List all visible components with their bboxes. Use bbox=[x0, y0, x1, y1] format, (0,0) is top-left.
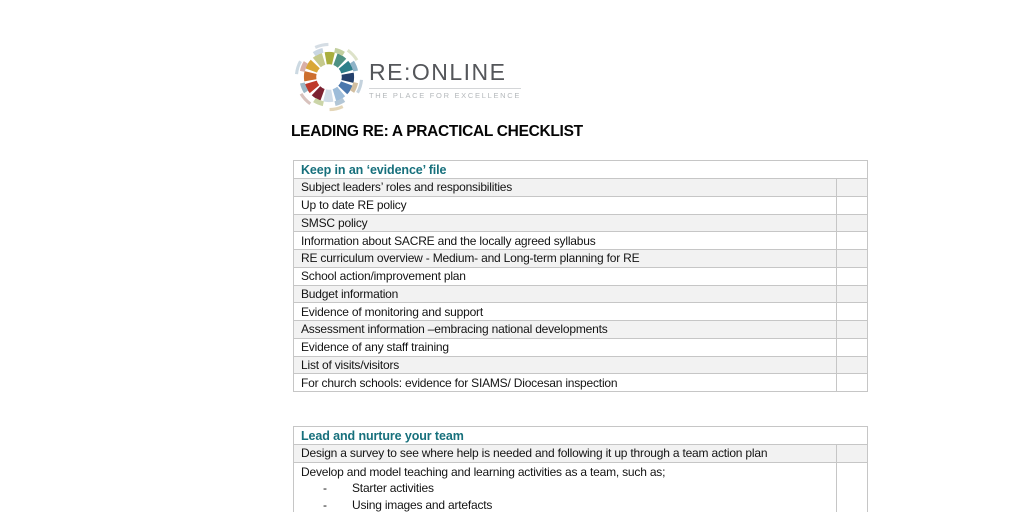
check-cell bbox=[836, 445, 867, 462]
logo-segment bbox=[344, 65, 348, 72]
logo-tagline: THE PLACE FOR EXCELLENCE bbox=[369, 88, 521, 100]
task-text: School action/improvement plan bbox=[301, 269, 466, 284]
bullet-text: Using images and artefacts bbox=[352, 497, 493, 512]
bullet-item bbox=[301, 497, 836, 512]
logo-segment bbox=[314, 100, 323, 104]
bullet-item bbox=[301, 480, 836, 496]
logo-segment bbox=[358, 80, 362, 93]
check-cell bbox=[836, 250, 867, 267]
task-text: Assessment information –embracing national developments bbox=[301, 322, 608, 337]
task-text: Subject leaders’ roles and responsibilities bbox=[301, 180, 513, 195]
table-row bbox=[294, 178, 867, 196]
check-cell bbox=[836, 321, 867, 338]
table-row bbox=[294, 302, 867, 320]
logo-segment bbox=[311, 64, 315, 71]
table-section-header bbox=[294, 161, 867, 178]
table-row bbox=[294, 231, 867, 249]
logo-segment bbox=[310, 73, 311, 81]
table-section-header bbox=[294, 427, 867, 444]
bullet-dash-icon: - bbox=[323, 481, 327, 496]
task-cell bbox=[294, 321, 836, 338]
table-row bbox=[294, 267, 867, 285]
logo-segment bbox=[311, 82, 315, 89]
task-text: Develop and model teaching and learning activities as a team, such as; bbox=[301, 464, 666, 479]
logo-segment bbox=[334, 92, 341, 96]
logo-rosette bbox=[297, 44, 362, 109]
table-row bbox=[294, 320, 867, 338]
task-text: For church schools: evidence for SIAMS/ Diocesan inspection bbox=[301, 375, 618, 390]
check-cell bbox=[836, 339, 867, 356]
logo-segment bbox=[347, 74, 348, 82]
check-cell bbox=[836, 463, 867, 512]
task-cell bbox=[294, 286, 836, 303]
section-header-label: Keep in an ‘evidence’ file bbox=[301, 162, 447, 177]
table-row bbox=[294, 249, 867, 267]
check-cell bbox=[836, 374, 867, 391]
logo-segment bbox=[326, 58, 334, 59]
logo-segment bbox=[330, 107, 343, 110]
table-row bbox=[294, 462, 867, 512]
check-cell bbox=[836, 215, 867, 232]
bullet-text: Starter activities bbox=[352, 481, 434, 496]
task-cell bbox=[294, 250, 836, 267]
task-text: Design a survey to see where help is needed and following it up through a team action plan bbox=[301, 446, 768, 461]
task-text: Information about SACRE and the locally agreed syllabus bbox=[301, 233, 596, 248]
logo-text-block bbox=[369, 54, 521, 99]
task-text: Budget information bbox=[301, 286, 399, 301]
task-cell bbox=[294, 268, 836, 285]
logo-segment bbox=[343, 83, 347, 90]
logo-segment bbox=[335, 50, 344, 54]
task-cell bbox=[294, 179, 836, 196]
check-cell bbox=[836, 303, 867, 320]
logo-segment bbox=[335, 59, 342, 63]
bullet-dash-icon: - bbox=[323, 497, 327, 512]
logo-segment bbox=[315, 44, 328, 47]
table-row bbox=[294, 356, 867, 374]
task-cell bbox=[294, 197, 836, 214]
task-cell bbox=[294, 357, 836, 374]
task-text: List of visits/visitors bbox=[301, 357, 400, 372]
task-text: RE curriculum overview - Medium- and Long-term planning for RE bbox=[301, 251, 640, 266]
table-row bbox=[294, 214, 867, 232]
logo-wordmark: RE:ONLINE bbox=[369, 59, 507, 86]
check-cell bbox=[836, 268, 867, 285]
task-cell bbox=[294, 374, 836, 391]
logo-segment bbox=[317, 59, 324, 63]
logo-segment bbox=[302, 62, 306, 71]
check-cell bbox=[836, 197, 867, 214]
checklist-table bbox=[293, 426, 868, 512]
task-cell bbox=[294, 463, 836, 512]
check-cell bbox=[836, 179, 867, 196]
check-cell bbox=[836, 286, 867, 303]
logo-segment bbox=[297, 61, 301, 74]
check-cell bbox=[836, 357, 867, 374]
table-row bbox=[294, 373, 867, 391]
table-row bbox=[294, 338, 867, 356]
table-row bbox=[294, 444, 867, 462]
task-text: Up to date RE policy bbox=[301, 198, 407, 213]
page-title: LEADING RE: A PRACTICAL CHECKLIST bbox=[291, 123, 583, 140]
check-cell bbox=[836, 232, 867, 249]
logo-segment bbox=[325, 95, 333, 96]
logo-segment bbox=[301, 94, 310, 104]
task-text: Evidence of monitoring and support bbox=[301, 304, 483, 319]
task-text: SMSC policy bbox=[301, 215, 368, 230]
logo-segment bbox=[348, 50, 357, 60]
task-text: Evidence of any staff training bbox=[301, 340, 449, 355]
logo-segment bbox=[316, 91, 323, 95]
logo-segment bbox=[352, 83, 356, 92]
reonline-logo-icon bbox=[292, 40, 366, 114]
task-cell bbox=[294, 339, 836, 356]
task-cell bbox=[294, 445, 836, 462]
table-row bbox=[294, 285, 867, 303]
task-cell bbox=[294, 232, 836, 249]
reonline-logo bbox=[292, 40, 521, 114]
task-cell bbox=[294, 215, 836, 232]
checklist-table bbox=[293, 160, 868, 392]
section-header-label: Lead and nurture your team bbox=[301, 428, 464, 443]
table-row bbox=[294, 196, 867, 214]
task-cell bbox=[294, 303, 836, 320]
